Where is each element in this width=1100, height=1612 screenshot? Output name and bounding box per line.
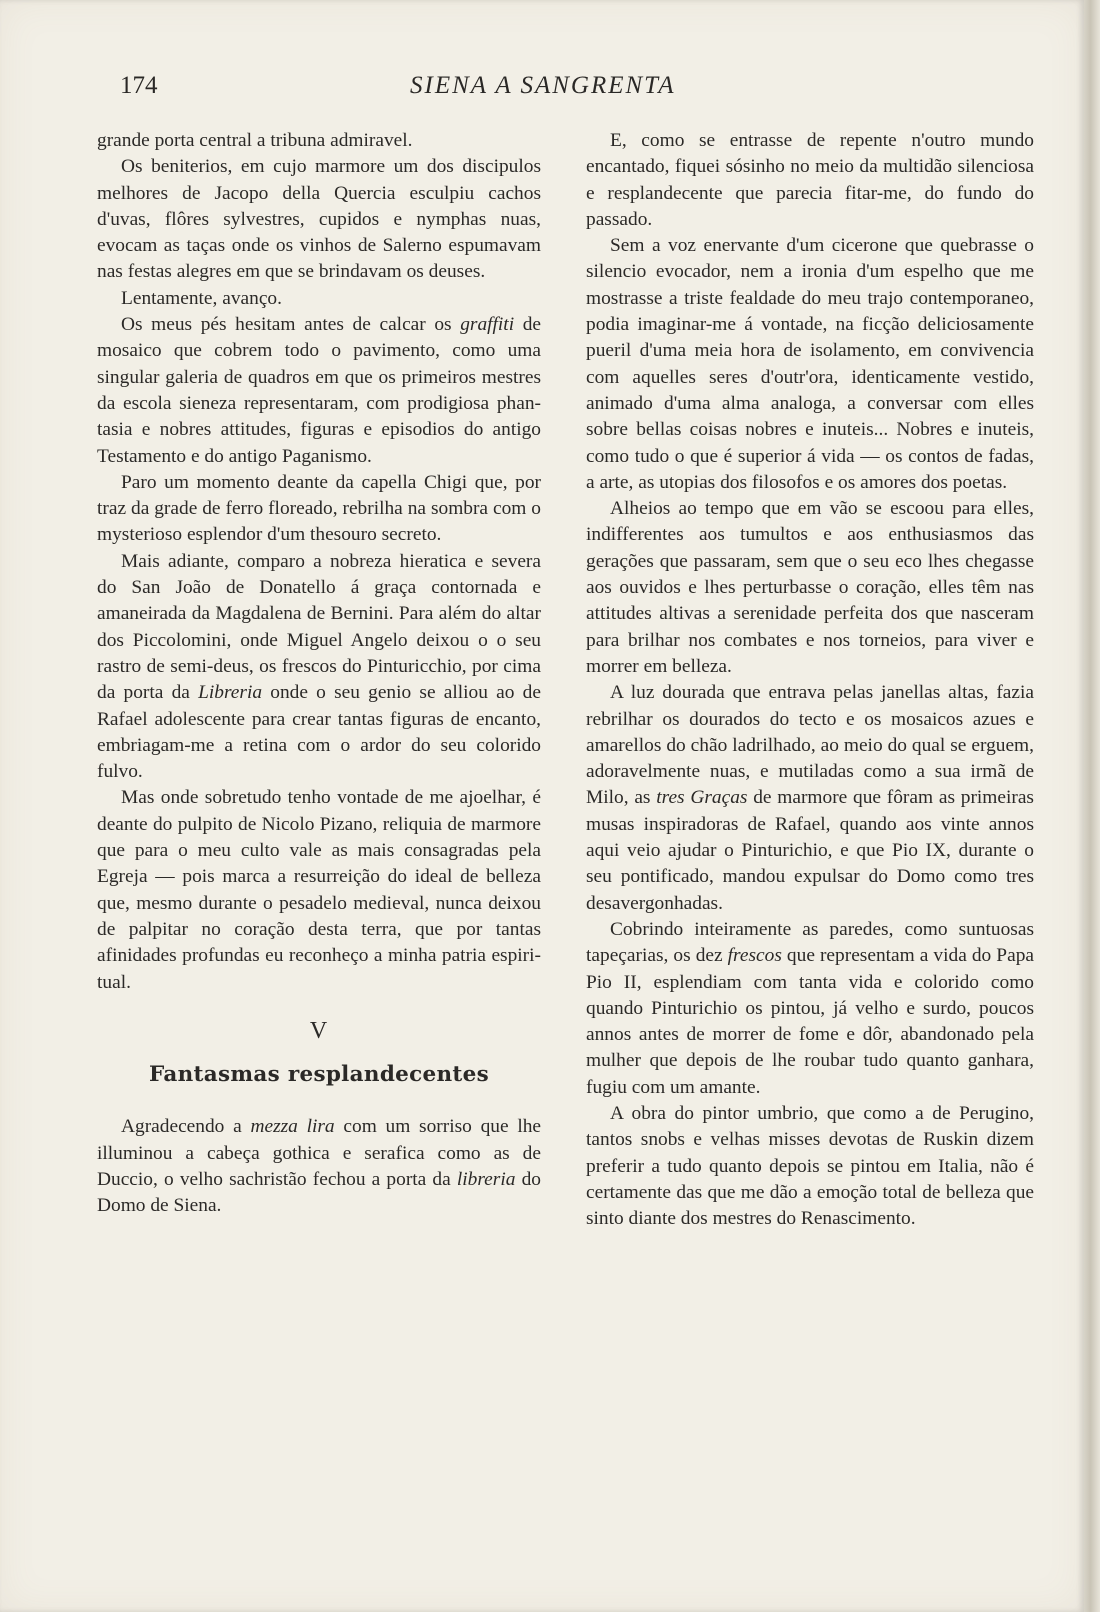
- italic-term: frescos: [727, 945, 782, 967]
- paragraph: Alheios ao tempo que em vão se escoou para elles, indifferentes aos tumultos e aos enthusiasmos das gerações que passaram, sem que o seu eco lhes chegasse aos ouvidos e lhes perturbasse o coração, elles têm nas attitudes altivas a serenidade perfeita dos que nasceram para brilhar nos combates e nos torneios, para viver e morrer em belleza.: [586, 498, 1034, 677]
- paragraph: A obra do pintor umbrio, que como a de Perugino, tantos snobs e velhas misses devotas de Ruskin dizem preferir a tudo quanto depois se pintou em Italia, não é certamente das que me dão a emoção total de belleza que sinto diante dos mestres do Renascimento.: [586, 1102, 1034, 1230]
- text-run: Os meus pés hesitam antes de calcar os: [121, 314, 461, 336]
- paragraph: [586, 917, 1034, 1101]
- paragraph: Paro um momento deante da capella Chigi que, por traz da grade de ferro floreado, rebrilha na sombra com o mysterioso esplendor d'um thesouro secreto.: [97, 471, 541, 546]
- paragraph: [97, 549, 541, 786]
- text-run: Cobrindo inteiramente as paredes, como suntuosas tapeçarias, os dez: [586, 918, 1034, 967]
- page-number: 174: [120, 72, 158, 99]
- italic-term: mezza lira: [250, 1116, 335, 1138]
- section-heading: Fantasmas resplandecentes: [148, 1062, 490, 1088]
- page-edge: [1084, 0, 1100, 1612]
- paragraph: Sem a voz enervante d'um cicerone que quebrasse o silencio evocador, nem a ironia d'um espelho que me mostrasse a triste fealdade do meu trajo contemporaneo, podia imaginar-me á vontade, na ficção deliciosamente pueril d'uma meia hora de isolamento, em convivencia com aquelles seres d'outr'ora, identicamente vestido, animado d'uma alma analoga, a conversar com elles sobre bellas coisas nobres e inuteis... Nobres e inuteis, como tudo o que é superior á vida — os contos de fadas, a arte, as utopias dos filosofos e os amores dos poetas.: [586, 235, 1034, 493]
- left-column: [97, 128, 541, 1220]
- paragraph: E, como se entrasse de repente n'outro mundo encantado, fiquei sósinho no meio da multidão silenciosa e resplandecente que parecia fitar-me, do fundo do passado.: [586, 130, 1034, 230]
- text-run: de marmore que fôram as primeiras musas inspiradoras de Rafael, quando aos vinte annos aqui veio ajudar o Pinturichio, e que Pio IX, durante o seu pontificado, mandou expulsar do Domo como tres desavergonhadas.: [586, 787, 1034, 914]
- text-run: Mais adiante, comparo a nobreza hieratica e severa do San João de Donatello á graça contornada e amaneirada da Magdalena de Bernini. Para além do altar dos Piccolomini, onde Miguel Angelo deixou o o seu rastro de semi-deus, os frescos do Pinturicchio, por cima da porta da: [97, 550, 541, 704]
- text-run: com um sorriso que lhe illuminou a cabeça gothica e serafica como as de Duccio, o velho sachristão fechou a porta da: [97, 1116, 542, 1190]
- section-numeral: V: [309, 1017, 329, 1044]
- paragraph: Mas onde sobretudo tenho vontade de me ajoelhar, é deante do pulpito de Nicolo Pizano, reliquia de marmore que para o meu culto vale as mais consagradas pela Egreja — pois marca a resurreição do ideal de belleza que, mesmo durante o pesadelo medieval, nunca deixou de palpitar no coração desta terra, que por tantas afinidades profundas eu reconheço a minha patria espiritual.: [97, 787, 541, 993]
- text-run: de mosaico que cobrem todo o pavimento, como uma singular galeria de quadros em que os primeiros mestres da escola sieneza representaram, com prodigiosa phantasia e nobres attitudes, figuras e episodios do antigo Testamento e do antigo Paganismo.: [97, 314, 541, 467]
- text-run: que representam a vida do Papa Pio II, esplendiam com tanta vida e colorido como quando Pinturichio os pintou, já velho e surdo, poucos annos antes de morrer de fome e dôr, abandonado pela mulher que depois de lhe roubar tudo quanto ganhara, fugiu com um amante.: [586, 945, 1034, 1098]
- text-run: Agradecendo a: [121, 1116, 251, 1138]
- text-run: A luz dourada que entrava pelas janellas altas, fazia rebrilhar os dourados do tecto e os mosaicos azues e amarellos do chão ladrilhado, ao meio do qual se erguem, adoravelmente nuas, e mutiladas como a sua irmã de Milo, as: [586, 682, 1034, 809]
- italic-term: graffiti: [460, 314, 515, 336]
- paragraph: Lentamente, avanço.: [121, 287, 282, 309]
- paragraph: grande porta central a tribuna admiravel.: [97, 130, 413, 151]
- running-title: SIENA A SANGRENTA: [410, 72, 676, 99]
- paragraph: [97, 312, 541, 470]
- italic-term: Libreria: [198, 682, 263, 704]
- italic-term: libreria: [456, 1168, 516, 1190]
- italic-term: tres Graças: [656, 787, 748, 809]
- page-header: [120, 72, 980, 112]
- paragraph: [586, 680, 1034, 917]
- paragraph: Os beniterios, em cujo marmore um dos discipulos melhores de Jacopo della Quercia esculpiu cachos d'uvas, flôres sylvestres, cupidos e nymphas nuas, evocam as taças onde os vinhos de Salerno espumavam nas festas alegres em que se brindavam os deuses.: [97, 156, 541, 283]
- paragraph: [97, 1114, 541, 1219]
- right-column: [586, 128, 1034, 1232]
- text-run: onde o seu genio se alliou ao de Rafael adolescente para crear tantas figuras de encanto, embriagam-me a retina com o ardor do seu colorido fulvo.: [97, 682, 541, 783]
- text-run: do Domo de Siena.: [97, 1168, 541, 1217]
